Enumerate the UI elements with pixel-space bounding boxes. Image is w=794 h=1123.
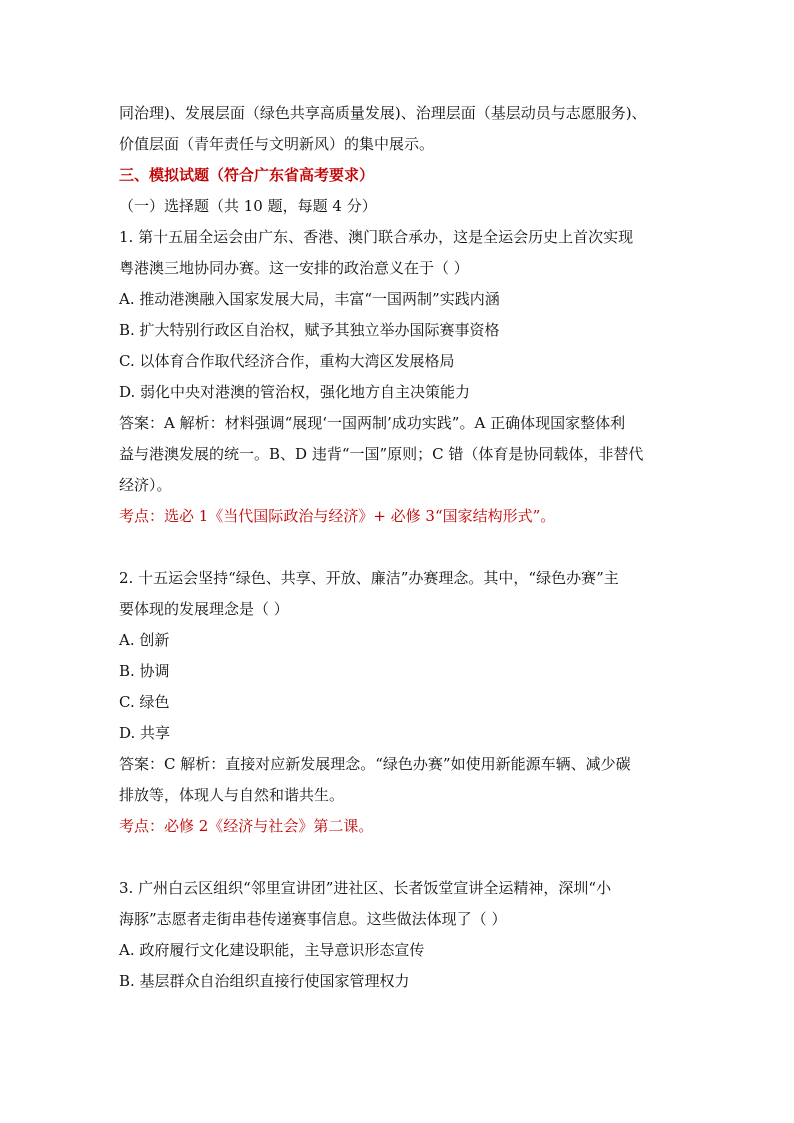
question-2-option-b: B. 协调 — [119, 662, 170, 680]
question-2-stem-line-1: 2. 十五运会坚持“绿色、共享、开放、廉洁”办赛理念。其中，“绿色办赛”主 — [119, 569, 619, 587]
question-1-option-a: A. 推动港澳融入国家发展大局，丰富“一国两制”实践内涵 — [119, 290, 500, 308]
spacer — [119, 842, 679, 873]
question-2-option-d: D. 共享 — [119, 724, 171, 742]
question-2-stem-line-2: 要体现的发展理念是（ ） — [119, 600, 289, 618]
document-body — [119, 98, 679, 997]
section-heading: 三、模拟试题（符合广东省高考要求） — [119, 166, 375, 184]
question-2-kaodian: 考点：必修 2《经济与社会》第二课。 — [119, 817, 374, 835]
question-1-answer-line-2: 益与港澳发展的统一。B、D 违背“一国”原则；C 错（体育是协同载体，非替代 — [119, 445, 644, 463]
question-1-stem-line-2: 粤港澳三地协同办赛。这一安排的政治意义在于（ ） — [119, 259, 469, 277]
question-1-option-b: B. 扩大特别行政区自治权，赋予其独立举办国际赛事资格 — [119, 321, 500, 339]
question-1-answer-line-3: 经济）。 — [119, 476, 172, 494]
question-3-option-b: B. 基层群众自治组织直接行使国家管理权力 — [119, 972, 410, 990]
intro-line-1: 同治理)、发展层面（绿色共享高质量发展)、治理层面（基层动员与志愿服务)、 — [119, 104, 647, 122]
intro-paragraph — [119, 98, 679, 160]
question-1-option-d: D. 弱化中央对港澳的管治权，强化地方自主决策能力 — [119, 383, 471, 401]
question-3-option-a: A. 政府履行文化建设职能，主导意识形态宣传 — [119, 941, 425, 959]
question-2 — [119, 563, 679, 842]
question-2-option-a: A. 创新 — [119, 631, 170, 649]
question-3 — [119, 873, 679, 997]
question-1-option-c: C. 以体育合作取代经济合作，重构大湾区发展格局 — [119, 352, 455, 370]
section-subheading: （一）选择题（共 10 题，每题 4 分） — [119, 197, 377, 215]
question-1 — [119, 222, 679, 532]
intro-line-2: 价值层面（青年责任与文明新风）的集中展示。 — [119, 135, 435, 153]
question-2-answer-line-2: 排放等，体现人与自然和谐共生。 — [119, 786, 345, 804]
question-1-stem-line-1: 1. 第十五届全运会由广东、香港、澳门联合承办，这是全运会历史上首次实现 — [119, 228, 634, 246]
question-3-stem-line-2: 海豚”志愿者走街串巷传递赛事信息。这些做法体现了（ ） — [119, 910, 507, 928]
question-2-option-c: C. 绿色 — [119, 693, 170, 711]
spacer — [119, 532, 679, 563]
question-1-kaodian: 考点：选必 1《当代国际政治与经济》+ 必修 3“国家结构形式”。 — [119, 507, 556, 525]
question-3-stem-line-1: 3. 广州白云区组织“邻里宣讲团”进社区、长者饭堂宣讲全运精神，深圳“小 — [119, 879, 612, 897]
question-1-answer-line-1: 答案：A 解析：材料强调“展现‘一国两制’成功实践”。A 正确体现国家整体利 — [119, 414, 626, 432]
question-2-answer-line-1: 答案：C 解析：直接对应新发展理念。“绿色办赛”如使用新能源车辆、减少碳 — [119, 755, 631, 773]
